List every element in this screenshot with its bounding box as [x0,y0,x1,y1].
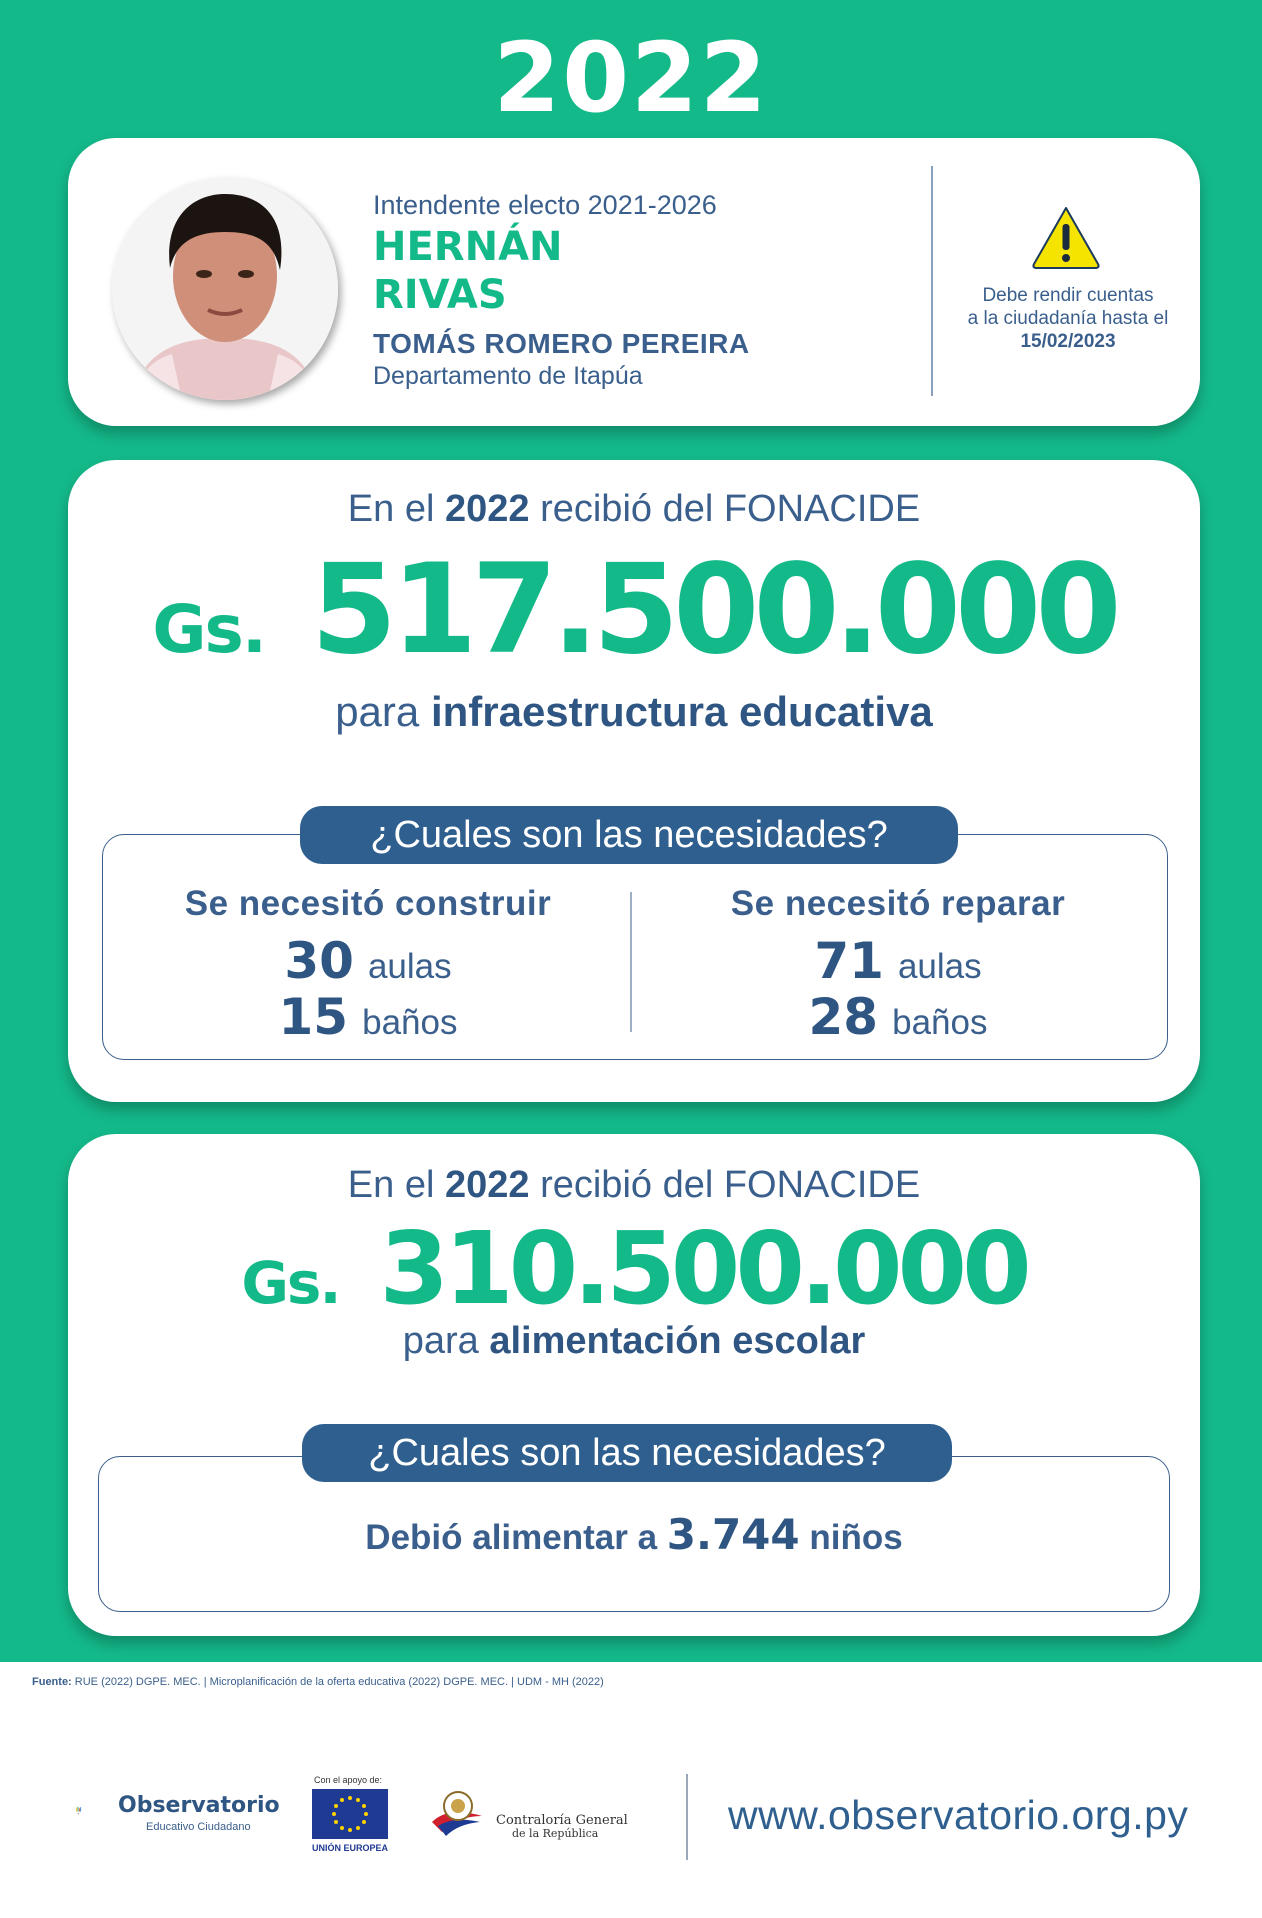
eu-name: UNIÓN EUROPEA [312,1843,389,1853]
infra-purpose: infraestructura educativa [430,688,933,735]
eu-support-label: Con el apoyo de: [314,1775,383,1785]
food-amount-line [68,1210,1200,1327]
repair-column [658,884,1138,1044]
build-row-classrooms [128,932,608,988]
food-received-year: 2022 [444,1164,530,1206]
source-note [32,1676,604,1688]
mayor-photo [112,178,338,400]
repair-classrooms-unit: aulas [897,947,982,986]
food-need-suffix: niños [799,1518,903,1557]
food-needs-title: ¿Cuales son las necesidades? [302,1424,952,1482]
build-title: Se necesitó construir [184,884,552,923]
observatorio-subtitle: Educativo Ciudadano [146,1821,251,1833]
profile-card [68,138,1200,426]
infrastructure-card [68,460,1200,1102]
food-received-prefix: En el [347,1164,445,1206]
infra-received-suffix: recibió del FONACIDE [529,488,921,530]
build-bathrooms-unit: baños [362,1003,458,1042]
food-received-suffix: recibió del FONACIDE [529,1164,921,1206]
food-currency: Gs. [241,1249,340,1317]
profile-divider [931,166,933,396]
repair-classrooms-value: 71 [814,932,884,990]
warning-icon [1030,204,1102,270]
source-label: Fuente: [32,1676,72,1688]
repair-title: Se necesitó reparar [730,884,1066,923]
contraloria-name-line2: de la República [512,1827,599,1840]
deadline-line1: Debe rendir cuentas [982,285,1154,306]
build-bathrooms-value: 15 [278,988,349,1046]
build-row-bathrooms [128,988,608,1044]
infra-purpose-prefix: para [335,688,431,735]
mayor-last-name: RIVAS [373,272,507,318]
website-link[interactable]: www.observatorio.org.py [728,1792,1189,1838]
deadline-date: 15/02/2023 [1020,331,1116,352]
contraloria-seal-icon [428,1786,484,1842]
repair-row-classrooms [658,932,1138,988]
repair-row-bathrooms [658,988,1138,1044]
deadline-notice [943,284,1193,353]
food-purpose: alimentación escolar [489,1320,866,1362]
infra-received-prefix: En el [347,488,445,530]
role-text: Intendente electo 2021-2026 [373,190,717,220]
repair-bathrooms-unit: baños [892,1003,988,1042]
year-heading: 2022 [493,22,769,134]
contraloria-name-line1: Contraloría General [496,1813,628,1828]
deadline-line2: a la ciudadanía hasta el [967,308,1169,329]
municipality-name: TOMÁS ROMERO PEREIRA [373,328,750,359]
build-column [128,884,608,1044]
build-classrooms-value: 30 [284,932,354,990]
observatorio-title: Observatorio [118,1793,280,1818]
mayor-first-name: HERNÁN [373,224,563,270]
food-need-prefix: Debió alimentar a [365,1518,667,1557]
infra-received-line [68,488,1200,531]
food-need-value: 3.744 [666,1510,800,1559]
needs-column-divider [630,892,632,1032]
infra-amount-line [68,538,1200,682]
food-received-line [68,1164,1200,1207]
footer-divider [686,1774,688,1860]
build-classrooms-unit: aulas [367,947,452,986]
department-name: Departamento de Itapúa [373,362,643,390]
infra-amount: 517.500.000 [310,538,1116,682]
infra-needs-title: ¿Cuales son las necesidades? [300,806,958,864]
food-purpose-line [68,1320,1200,1363]
source-text: RUE (2022) DGPE. MEC. | Microplanificación de la oferta educativa (2022) DGPE. MEC. | UDM - MH (2022) [71,1676,604,1688]
school-food-card [68,1134,1200,1636]
food-need-line [68,1510,1200,1559]
eu-flag-icon [312,1789,388,1839]
food-purpose-prefix: para [402,1320,490,1362]
repair-bathrooms-value: 28 [808,988,879,1046]
infra-currency: Gs. [152,591,265,668]
observatorio-logo-icon [76,1786,116,1836]
infra-received-year: 2022 [444,488,530,530]
food-amount: 310.500.000 [379,1210,1027,1327]
infra-purpose-line [68,688,1200,736]
